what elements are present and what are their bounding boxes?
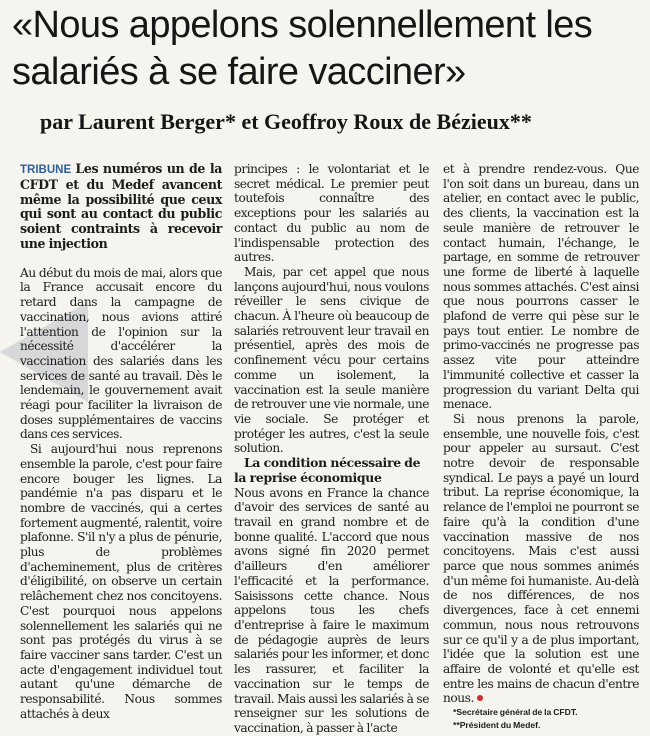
body-paragraph <box>443 412 639 706</box>
article-lead: Les numéros un de la CFDT et du Medef avancent même la possibilité que ceux qui sont au contact du public soient contraints à recevoir une injection <box>20 161 222 251</box>
article-column-1 <box>20 162 222 721</box>
lead-block <box>20 162 222 252</box>
article-headline: «Nous appelons solennellement les salariés à se faire vacciner» <box>12 4 593 93</box>
article-byline: par Laurent Berger* et Geoffroy Roux de Bézieux** <box>40 109 532 134</box>
section-subhead: La condition nécessaire de la reprise économique <box>234 455 421 485</box>
article-column-2 <box>234 162 429 736</box>
body-paragraph: Au début du mois de mai, alors que la France accusait encore du retard dans la campagne de vaccination, nous avions attiré l'attention de l'opinion sur la nécessité d'accélérer la vaccination des salariés dans les services de santé au travail. Dès le lendemain, le gouvernement avait réagi pour faciliter la livraison de doses supplémentaires de vaccins dans ces services. <box>20 265 222 442</box>
author-note-1: *Secrétaire général de la CFDT. <box>453 707 578 718</box>
article-column-3 <box>443 162 639 732</box>
body-paragraph: Mais, par cet appel que nous lançons aujourd'hui, nous voulons réveiller le sens civique de chacun. À l'heure où beaucoup de salariés retrouvent leur travail en présentiel, après des mois de confinement vécu pour certains comme un isolement, la vaccination est la seule manière de retrouver une vie normale, une vie sociale. Se protéger et protéger les autres, c'est la seule solution. <box>234 264 429 456</box>
closing-paragraph-text: Si nous prenons la parole, ensemble, une nouvelle fois, c'est pour appeler au sursaut. C'est notre devoir de responsable syndical. Le pays a payé un lourd tribut. La reprise économique, la relance de l'emploi ne pourront se faire qu'à la condition d'une vaccination massive de nos concitoyens. Mais c'est aussi parce que nous sommes animés d'un même foi humaniste. Au-delà de nos différences, de nos divergences, face à cet ennemi commun, nous nous retrouvons sur ce qu'il y a de plus important, l'idée que la solution est une affaire de volonté et qu'elle est entre les mains de chacun d'entre nous. <box>443 411 639 706</box>
body-paragraph: Si aujourd'hui nous reprenons ensemble la parole, c'est pour faire encore bouger les lignes. La pandémie n'a pas disparu et le nombre de vaccinés, qui a certes fortement augmenté, ralentit, voire plafonne. S'il n'y a plus de pénurie, plus de problèmes d'acheminement, plus de critères d'éligibilité, on observe un certain relâchement chez nos concitoyens. C'est pourquoi nous appelons solennellement les salariés qui ne sont pas protégés du virus à se faire vacciner sans tarder. C'est un acte d'engagement individuel tout autant qu'une démarche de responsabilité. Nous sommes attachés à deux <box>20 442 222 721</box>
author-note-2: **Président du Medef. <box>453 720 541 731</box>
tribune-kicker: TRIBUNE <box>20 164 72 176</box>
end-of-article-mark <box>477 695 483 701</box>
body-paragraph: et à prendre rendez-vous. Que l'on soit dans un bureau, dans un atelier, en contact avec le public, des clients, la vaccination est la seule manière de retrouver le contact humain, l'échange, le partage, en somme de retrouver une forme de liberté à laquelle nous sommes attachés. C'est ainsi que nous pourrons casser le plafond de verre qui pèse sur le pays tout entier. Le nombre de primo-vaccinés ne progresse pas assez vite pour atteindre l'immunité collective et casser la progression du variant Delta qui menace. <box>443 162 639 412</box>
body-paragraph: Nous avons en France la chance d'avoir des services de santé au travail en grand nombre et de bonne qualité. L'accord que nous avons signé fin 2020 permet d'ailleurs d'en améliorer l'efficacité et la performance. Saisissons cette chance. Nous appelons tous les chefs d'entreprise à faire le maximum de pédagogie auprès de leurs salariés pour les informer, et donc les rassurer, et faciliter la vaccination sur le temps de travail. Mais aussi les salariés à se renseigner sur les solutions de vaccination, à passer à l'acte <box>234 485 429 735</box>
body-paragraph: principes : le volontariat et le secret médical. Le premier peut toutefois connaître des exceptions pour les salariés au contact du public au nom de l'indispensable protection des autres. <box>234 162 429 265</box>
